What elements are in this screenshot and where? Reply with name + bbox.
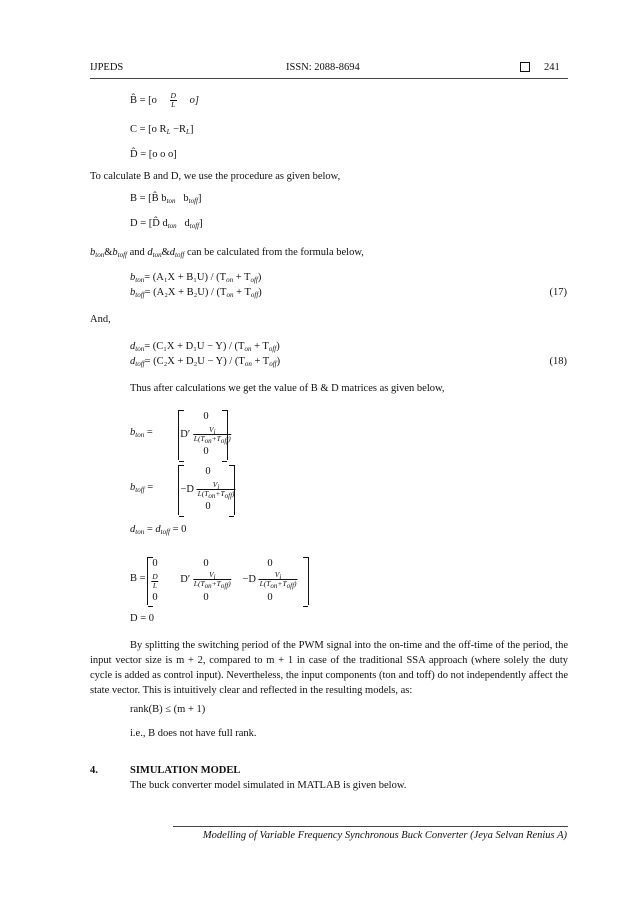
- equation-dhat: D̂ = [o o o]: [130, 149, 177, 160]
- b-off-label: btoff =: [130, 482, 154, 494]
- header-rule: [90, 78, 568, 79]
- d-zero-equation: D = 0: [130, 613, 155, 624]
- equation-b-off: btoff= (A₂X + B₂U) / (Ton + Toff): [130, 287, 262, 299]
- d-equal-zero: dton = dtoff = 0: [130, 524, 187, 536]
- issn: ISSN: 2088-8694: [286, 62, 360, 73]
- journal-name: IJPEDS: [90, 62, 124, 73]
- rank-statement: rank(B) ≤ (m + 1): [130, 704, 206, 715]
- equation-d-def: D = [D̂ dton dtoff]: [130, 218, 203, 230]
- equation-b-def: B = [B̂ bton btoff]: [130, 193, 202, 205]
- b-off-matrix: 0 −D $\frac{Vi}{\text{L(Ton+Toff)}}$ 0: [178, 465, 235, 515]
- b-matrix: 0 $\frac{D}{L}$ 0 0 D′ $\frac{Vi}{\text{L(Ton+Toff)}}$ 0 0 −D $\frac{Vi}{\text{L(Ton+Toff)}}$ 0: [147, 557, 309, 605]
- equation-d-off: dtoff= (C₂X + D₂U − Y) / (Ton + Toff): [130, 356, 281, 368]
- and-label: And,: [90, 314, 111, 325]
- footer-text: Modelling of Variable Frequency Synchronous Buck Converter (Jeya Selvan Renius A): [202, 830, 567, 841]
- section-number: 4.: [90, 765, 98, 776]
- equation-number-18: (18): [549, 356, 567, 367]
- section-text: The buck converter model simulated in MATLAB is given below.: [130, 780, 407, 791]
- ie-statement: i.e., B does not have full rank.: [130, 728, 257, 739]
- b-on-matrix: 0 D′ $\frac{Vi}{\text{L(Ton+Toff)}}$ 0: [178, 410, 228, 460]
- equation-number-17: (17): [549, 287, 567, 298]
- equation-c: C = [o RL −RL]: [130, 124, 194, 136]
- paragraph-splitting: By splitting the switching period of the PWM signal into the on-time and the off-time of the period, the input vector size is m + 2, compared to m + 1 in case of the traditional SSA approach (where solely the duty cycle is added as control input). Nevertheless, the input components (ton and toff) do not independently affect the state vector. This is intuitively clear and reflected in the resulting models, as:: [90, 640, 568, 696]
- page-number: 241: [544, 62, 560, 73]
- b-on-label: bton =: [130, 427, 153, 439]
- footer-rule: [173, 826, 568, 827]
- after-calc-text: Thus after calculations we get the value of B & D matrices as given below,: [130, 383, 445, 394]
- calc-intro: To calculate B and D, we use the procedure as given below,: [90, 171, 341, 182]
- formula-intro: bton&btoff and dton&dtoff can be calculated from the formula below,: [90, 247, 364, 259]
- equation-d-on: dton= (C₁X + D₁U − Y) / (Ton + Toff): [130, 341, 280, 353]
- equation-bhat: B̂ = [o $\frac{D}{L}$ o]: [130, 91, 199, 109]
- equation-b-on: bton= (A₁X + B₁U) / (Ton + Toff): [130, 272, 262, 284]
- checkbox-icon: [520, 62, 530, 74]
- section-title: SIMULATION MODEL: [130, 765, 241, 776]
- b-matrix-label: B =: [130, 573, 146, 584]
